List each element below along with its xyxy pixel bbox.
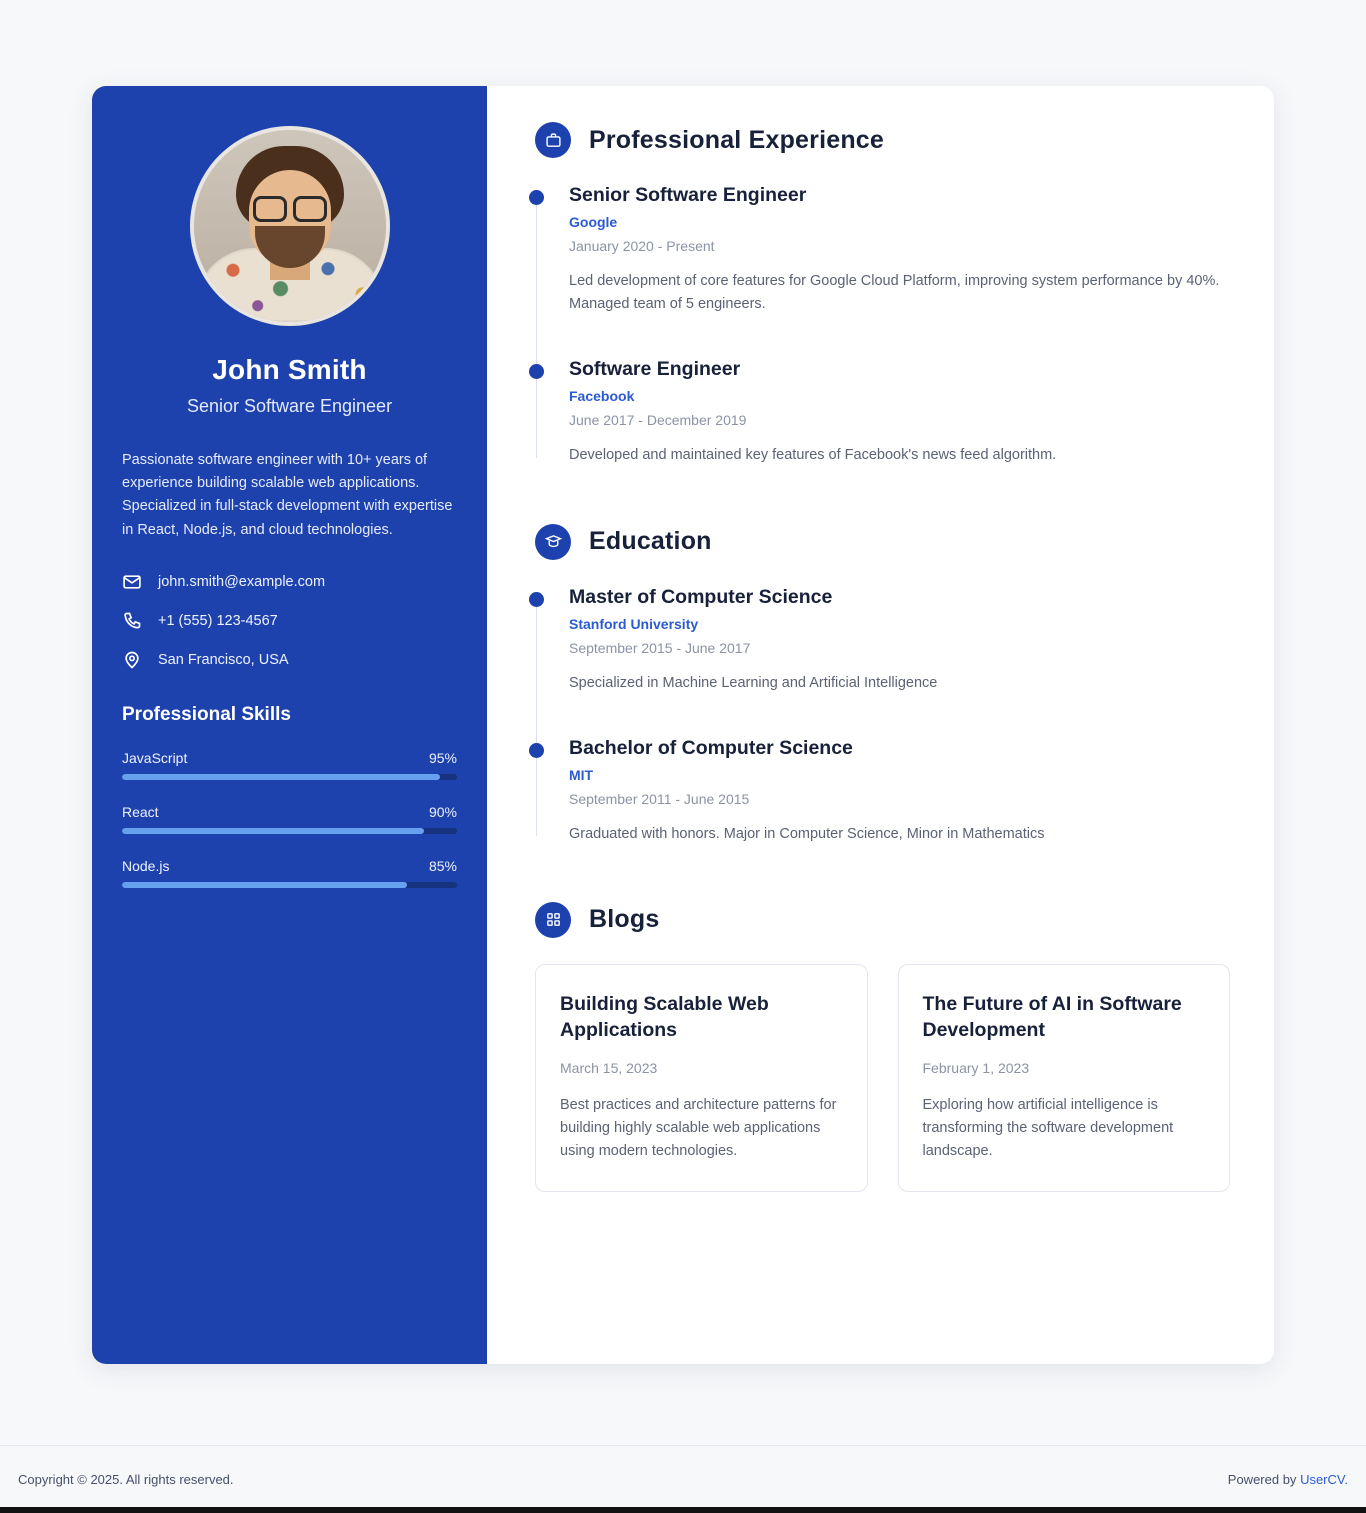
blog-card[interactable] — [898, 964, 1231, 1192]
avatar — [190, 126, 390, 326]
graduation-icon — [535, 524, 571, 560]
education-school: Stanford University — [569, 615, 699, 632]
section-experience — [535, 122, 1230, 468]
education-school: MIT — [569, 766, 594, 783]
blogs-grid — [535, 964, 1230, 1192]
education-degree: Bachelor of Computer Science — [569, 736, 853, 759]
education-item — [569, 737, 1230, 846]
skill-progress-fill — [122, 882, 407, 888]
education-timeline — [535, 586, 1230, 846]
education-item — [569, 586, 1230, 695]
blog-title: Building Scalable Web Applications — [560, 992, 769, 1042]
skill-value: 90% — [428, 803, 457, 820]
education-degree: Master of Computer Science — [569, 585, 833, 608]
section-blogs — [535, 902, 1230, 1192]
skill-progress-track — [122, 828, 457, 834]
education-description: Graduated with honors. Major in Computer Science, Minor in Mathematics — [569, 825, 1045, 842]
education-date: September 2015 - June 2017 — [569, 639, 751, 656]
profile-name: John Smith — [212, 354, 367, 385]
experience-description: Led development of core features for Google Cloud Platform, improving system performance by 40%. Managed team of 5 engineers. — [569, 273, 1220, 313]
profile-title: Senior Software Engineer — [186, 396, 393, 416]
contact-location-value: San Francisco, USA — [158, 651, 289, 668]
skill-item — [122, 804, 457, 834]
skill-progress-fill — [122, 828, 424, 834]
main-content — [487, 86, 1274, 1364]
timeline-dot-icon — [529, 364, 544, 379]
section-header — [535, 902, 1230, 938]
skill-label: React — [122, 803, 159, 820]
timeline-dot-icon — [529, 592, 544, 607]
resume-card — [92, 86, 1274, 1364]
experience-role: Software Engineer — [569, 358, 741, 381]
section-title: Professional Experience — [589, 125, 885, 154]
footer-powered-label: Powered by — [1227, 1472, 1297, 1487]
blog-date: February 1, 2023 — [922, 1059, 1030, 1076]
experience-timeline — [535, 184, 1230, 468]
blog-description: Exploring how artificial intelligence is transforming the software development landscape. — [922, 1096, 1174, 1159]
timeline-dot-icon — [529, 190, 544, 205]
footer-powered-by — [1228, 1472, 1348, 1487]
briefcase-icon — [535, 122, 571, 158]
skill-item — [122, 750, 457, 780]
experience-item — [569, 184, 1230, 316]
section-title: Education — [589, 527, 712, 556]
blog-description: Best practices and architecture patterns for building highly scalable web applications using modern technologies. — [560, 1096, 837, 1159]
contact-email[interactable] — [122, 572, 457, 592]
skill-progress-track — [122, 774, 457, 780]
skill-item — [122, 858, 457, 888]
blog-title: The Future of AI in Software Development — [922, 992, 1182, 1042]
section-title: Blogs — [589, 905, 660, 934]
skill-value: 85% — [428, 857, 457, 874]
education-date: September 2011 - June 2015 — [569, 790, 750, 807]
footer-brand-link[interactable]: UserCV. — [1300, 1472, 1348, 1487]
grid-icon — [535, 902, 571, 938]
location-icon — [122, 650, 142, 670]
experience-company: Facebook — [569, 388, 635, 405]
skill-value: 95% — [428, 749, 457, 766]
contact-email-value: john.smith@example.com — [158, 573, 326, 590]
skills-heading: Professional Skills — [122, 703, 291, 725]
contact-location[interactable] — [122, 650, 457, 670]
experience-company: Google — [569, 214, 618, 230]
blog-card[interactable] — [535, 964, 868, 1192]
blog-date: March 15, 2023 — [560, 1059, 658, 1076]
sidebar — [92, 86, 487, 1364]
section-header — [535, 524, 1230, 560]
phone-icon — [122, 611, 142, 631]
avatar-container — [122, 126, 457, 326]
experience-description: Developed and maintained key features of Facebook's news feed algorithm. — [569, 447, 1057, 464]
skill-label: JavaScript — [122, 749, 188, 766]
profile-summary: Passionate software engineer with 10+ years of experience building scalable web applications. Specialized in full-stack development with expertise in React, Node.js, and cloud technologies. — [122, 452, 453, 538]
bottom-bar — [0, 1507, 1366, 1513]
education-description: Specialized in Machine Learning and Artificial Intelligence — [569, 674, 938, 691]
experience-date: June 2017 - December 2019 — [569, 412, 747, 429]
skill-progress-track — [122, 882, 457, 888]
contact-phone-value: +1 (555) 123-4567 — [158, 612, 278, 629]
experience-role: Senior Software Engineer — [569, 184, 807, 206]
mail-icon — [122, 572, 142, 592]
section-header — [535, 122, 1230, 158]
timeline-dot-icon — [529, 743, 544, 758]
contact-phone[interactable] — [122, 611, 457, 631]
contact-list — [122, 572, 457, 670]
experience-date: January 2020 - Present — [569, 238, 715, 254]
experience-item — [569, 358, 1230, 467]
section-education — [535, 524, 1230, 846]
page-footer — [0, 1445, 1366, 1513]
footer-copyright: Copyright © 2025. All rights reserved. — [18, 1472, 234, 1487]
skill-label: Node.js — [122, 857, 170, 874]
skill-progress-fill — [122, 774, 440, 780]
